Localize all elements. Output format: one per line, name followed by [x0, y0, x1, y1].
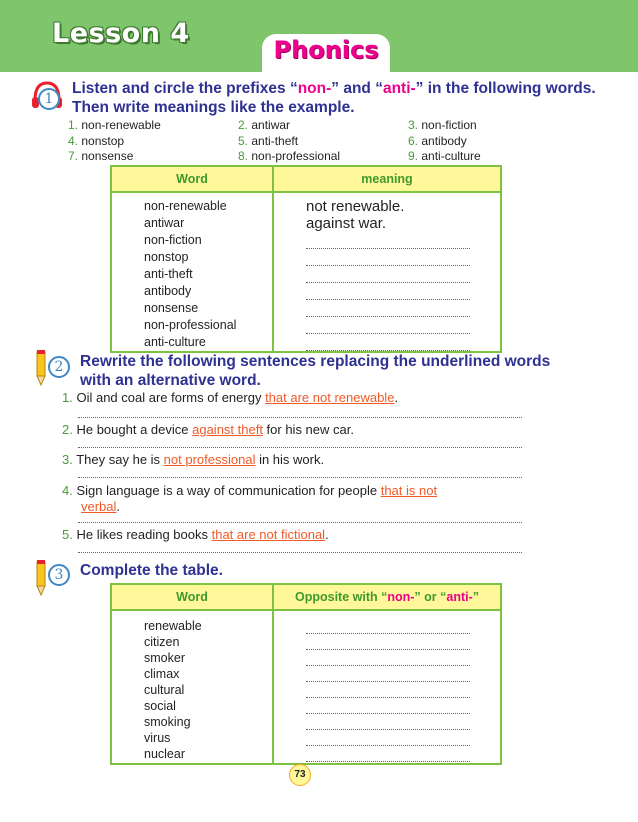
word-column — [111, 192, 273, 352]
lesson-title: Lesson 4 — [52, 18, 190, 49]
list-item: 2. antiwar — [238, 118, 291, 132]
instruction-text: Then write meanings like the example. — [72, 99, 355, 116]
exercise-2-number: 2 — [48, 356, 70, 378]
answer-line[interactable] — [306, 650, 470, 666]
underlined-phrase: that are not fictional — [211, 527, 326, 542]
table-cell: anti-theft — [144, 267, 193, 281]
instruction-text: ” and “ — [331, 80, 383, 97]
list-item: 6. antibody — [408, 133, 467, 148]
list-item: 3. non-fiction — [408, 118, 477, 132]
answer-line[interactable] — [306, 746, 470, 762]
exercise-3-instruction: Complete the table. — [80, 562, 223, 579]
table-cell: nonstop — [144, 250, 189, 264]
column-header-word: Word — [111, 166, 273, 192]
table-cell: non-renewable — [144, 199, 227, 213]
pencil-icon — [34, 560, 48, 596]
answer-line[interactable] — [78, 477, 522, 478]
list-item: 9. anti-culture — [408, 149, 481, 163]
answer-line[interactable] — [306, 334, 470, 351]
word-column — [111, 610, 273, 764]
table-cell: anti-culture — [144, 335, 206, 349]
opposite-column — [273, 610, 501, 764]
instruction-text: with an alternative word. — [80, 372, 261, 389]
table-cell: antiwar — [144, 216, 185, 230]
underlined-phrase: not professional — [163, 452, 256, 467]
underlined-phrase: that is not — [380, 483, 438, 498]
answer-line[interactable] — [306, 266, 470, 283]
list-item: 4. nonstop — [68, 133, 125, 148]
list-item: 7. nonsense — [68, 149, 134, 163]
answer-line[interactable] — [78, 552, 522, 553]
list-item: 5. anti-theft — [238, 133, 299, 148]
list-item: 1. non-renewable — [68, 118, 161, 132]
answer-line[interactable] — [306, 300, 470, 317]
list-item: 8. non-professional — [238, 149, 341, 163]
section-title: Phonics — [273, 36, 379, 64]
column-header-meaning: meaning — [273, 166, 501, 192]
table-cell: renewable — [144, 619, 202, 633]
exercise-1-number: 1 — [38, 88, 60, 110]
exercise-3-number: 3 — [48, 564, 70, 586]
answer-line[interactable] — [306, 634, 470, 650]
answer-line[interactable] — [306, 232, 470, 249]
table-cell: citizen — [144, 635, 180, 649]
answer-line[interactable] — [78, 417, 522, 418]
instruction-text: ” in the following words. — [415, 80, 596, 97]
page-number: 73 — [289, 764, 311, 786]
answer-line[interactable] — [306, 698, 470, 714]
table-cell: smoking — [144, 715, 191, 729]
table-cell: nonsense — [144, 301, 199, 315]
answer-line[interactable] — [306, 283, 470, 300]
sentence-1: 1. Oil and coal are forms of energy that are not renewable. — [62, 390, 399, 405]
pencil-icon — [34, 350, 48, 386]
answer-line[interactable] — [306, 682, 470, 698]
table-cell: nuclear — [144, 747, 185, 761]
prefix-anti: anti- — [382, 80, 416, 97]
column-header-opposite: Opposite with “non-” or “anti-” — [273, 584, 501, 610]
example-answer: not renewable. — [306, 198, 405, 215]
answer-line[interactable] — [78, 522, 522, 523]
answer-line[interactable] — [306, 666, 470, 682]
sentence-4: 4. Sign language is a way of communication for people that is not verbal. — [62, 483, 438, 514]
answer-line[interactable] — [306, 730, 470, 746]
table-cell: cultural — [144, 683, 185, 697]
underlined-phrase: that are not renewable — [265, 390, 395, 405]
table-cell: virus — [144, 731, 171, 745]
table-cell: smoker — [144, 651, 185, 665]
column-header-word: Word — [111, 584, 273, 610]
instruction-text: Rewrite the following sentences replacing the underlined words — [80, 353, 551, 370]
table-cell: non-professional — [144, 318, 237, 332]
table-cell: social — [144, 699, 176, 713]
prefix-non: non- — [297, 80, 332, 97]
section-tab — [262, 34, 390, 72]
answer-line[interactable] — [306, 249, 470, 266]
underlined-phrase: verbal — [81, 499, 117, 514]
exercise-1-table — [110, 165, 502, 353]
sentence-2: 2. He bought a device against theft for his new car. — [62, 422, 354, 437]
meaning-column — [273, 192, 501, 352]
table-cell: antibody — [144, 284, 192, 298]
exercise-3-table — [110, 583, 502, 765]
exercise-2-instruction — [80, 352, 600, 390]
underlined-phrase: against theft — [192, 422, 263, 437]
example-answer: against war. — [306, 215, 387, 232]
answer-line[interactable] — [306, 317, 470, 334]
sentence-5: 5. He likes reading books that are not fictional. — [62, 527, 329, 542]
table-cell: climax — [144, 667, 180, 681]
sentence-3: 3. They say he is not professional in his work. — [62, 452, 325, 467]
answer-line[interactable] — [78, 447, 522, 448]
instruction-text: Listen and circle the prefixes “ — [72, 80, 298, 97]
answer-line[interactable] — [306, 618, 470, 634]
table-cell: non-fiction — [144, 233, 202, 247]
exercise-1-instruction — [72, 79, 612, 117]
answer-line[interactable] — [306, 714, 470, 730]
